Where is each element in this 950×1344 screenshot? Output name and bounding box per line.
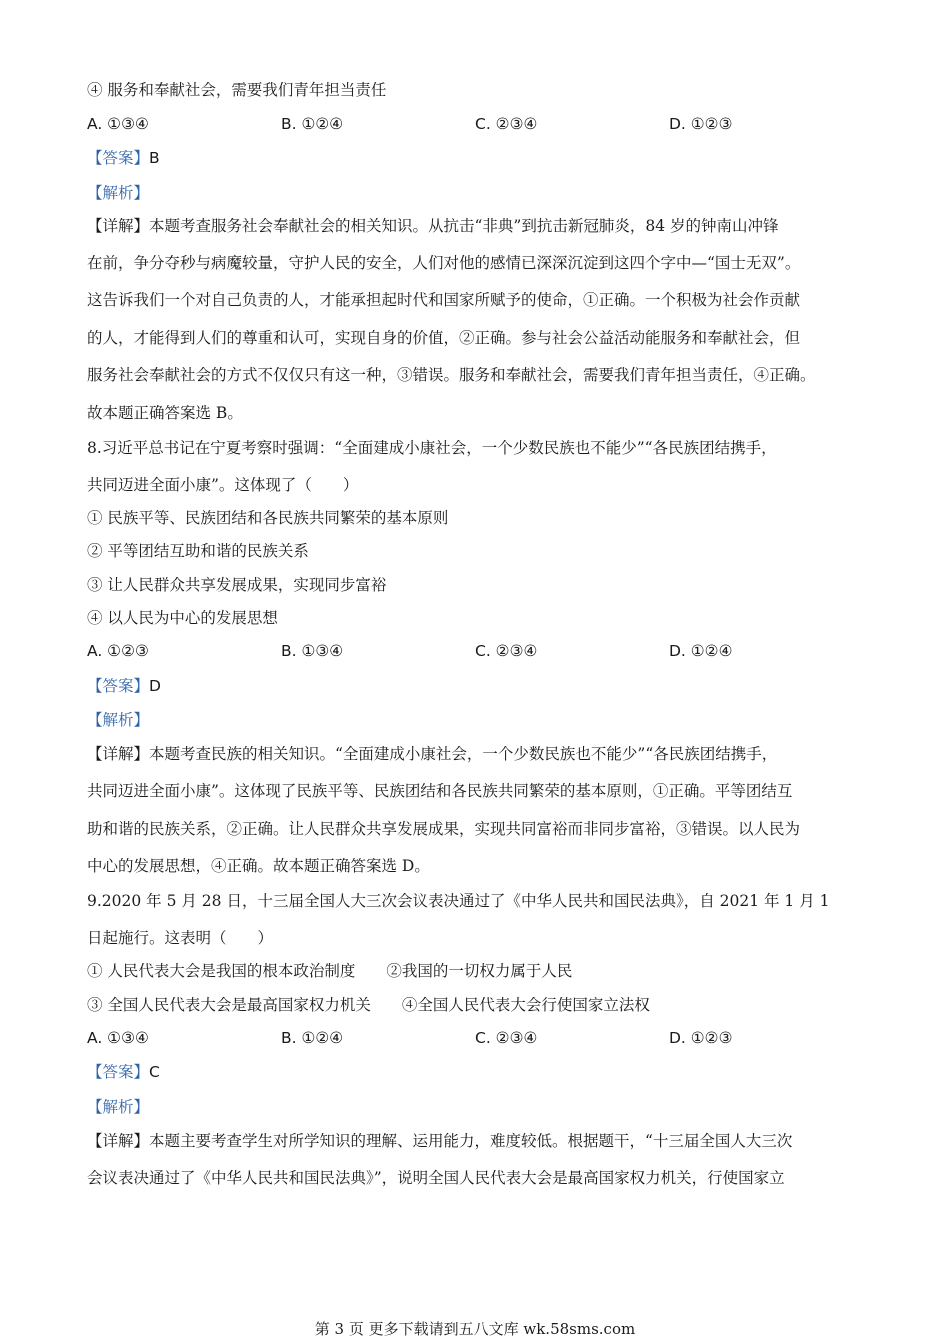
q7-choice-a: A. ①③④: [87, 115, 149, 133]
q8-answer: [87, 675, 890, 697]
q7-option-4: ④ 服务和奉献社会，需要我们青年担当责任: [87, 81, 387, 99]
q8-stem-line: 8.习近平总书记在宁夏考察时强调：“全面建成小康社会，一个少数民族也不能少”“各民族团结携手，: [87, 439, 777, 457]
q8-detail-line: 【详解】本题考查民族的相关知识。“全面建成小康社会，一个少数民族也不能少”“各民族团结携手，: [87, 745, 778, 763]
q8-analysis-label: 【解析】: [87, 711, 150, 729]
q8-detail-line: 共同迈进全面小康”。这体现了民族平等、民族团结和各民族共同繁荣的基本原则，①正确。平等团结互: [87, 782, 793, 800]
q7-detail-line: 故本题正确答案选 B。: [87, 404, 243, 422]
q9-choices: [87, 1027, 887, 1049]
q9-detail-line: 【详解】本题主要考查学生对所学知识的理解、运用能力，难度较低。根据题干，“十三届全国人大三次: [87, 1132, 793, 1150]
q8-choice-c: C. ②③④: [475, 642, 538, 660]
q7-answer: [87, 147, 890, 169]
q9-analysis-label: 【解析】: [87, 1098, 150, 1116]
q7-choice-b: B. ①②④: [281, 115, 344, 133]
q8-detail-line: 助和谐的民族关系，②正确。让人民群众共享发展成果，实现共同富裕而非同步富裕，③错误。以人民为: [87, 820, 801, 838]
answer-label: 【答案】: [87, 149, 150, 167]
answer-label: 【答案】: [87, 1063, 150, 1081]
q9-choice-a: A. ①③④: [87, 1029, 149, 1047]
q7-analysis-label: 【解析】: [87, 184, 150, 202]
q9-choice-b: B. ①②④: [281, 1029, 344, 1047]
q8-choices: [87, 640, 887, 662]
q7-choices: [87, 113, 887, 135]
q9-detail-line: 会议表决通过了《中华人民共和国民法典》”，说明全国人民代表大会是最高国家权力机关，行使国家立: [87, 1169, 785, 1187]
q7-detail-line: 这告诉我们一个对自己负责的人，才能承担起时代和国家所赋予的使命，①正确。一个积极为社会作贡献: [87, 291, 801, 309]
q9-stem-line: 日起施行。这表明（ ）: [87, 929, 274, 947]
q9-option-line: ① 人民代表大会是我国的根本政治制度 ②我国的一切权力属于人民: [87, 962, 573, 980]
answer-value: C: [149, 1063, 160, 1081]
q8-option-2: ② 平等团结互助和谐的民族关系: [87, 542, 309, 560]
q8-detail-line: 中心的发展思想，④正确。故本题正确答案选 D。: [87, 857, 430, 875]
q7-detail-line: 在前，争分夺秒与病魔较量，守护人民的安全，人们对他的感情已深深沉淀到这四个字中—“国士无双”。: [87, 254, 801, 272]
answer-value: B: [149, 149, 160, 167]
q9-choice-d: D. ①②③: [669, 1029, 733, 1047]
q8-stem-line: 共同迈进全面小康”。这体现了（ ）: [87, 476, 359, 494]
q9-choice-c: C. ②③④: [475, 1029, 538, 1047]
q8-choice-a: A. ①②③: [87, 642, 149, 660]
q8-choice-b: B. ①③④: [281, 642, 344, 660]
q8-option-3: ③ 让人民群众共享发展成果，实现同步富裕: [87, 576, 387, 594]
q7-detail-line: 【详解】本题考查服务社会奉献社会的相关知识。从抗击“非典”到抗击新冠肺炎，84 岁的钟南山冲锋: [87, 217, 779, 235]
answer-label: 【答案】: [87, 677, 150, 695]
q8-choice-d: D. ①②④: [669, 642, 733, 660]
q9-option-line: ③ 全国人民代表大会是最高国家权力机关 ④全国人民代表大会行使国家立法权: [87, 996, 650, 1014]
answer-value: D: [149, 677, 161, 695]
q8-option-4: ④ 以人民为中心的发展思想: [87, 609, 278, 627]
q9-stem-line: 9.2020 年 5 月 28 日，十三届全国人大三次会议表决通过了《中华人民共和国民法典》，自 2021 年 1 月 1: [87, 892, 830, 910]
q7-detail-line: 的人，才能得到人们的尊重和认可，实现自身的价值，②正确。参与社会公益活动能服务和奉献社会，但: [87, 329, 801, 347]
q7-choice-c: C. ②③④: [475, 115, 538, 133]
q9-answer: [87, 1061, 890, 1083]
page-footer: 第 3 页 更多下载请到五八文库 wk.58sms.com: [314, 1320, 636, 1338]
q7-detail-line: 服务社会奉献社会的方式不仅仅只有这一种，③错误。服务和奉献社会，需要我们青年担当责任，④正确。: [87, 366, 816, 384]
q7-choice-d: D. ①②③: [669, 115, 733, 133]
q8-option-1: ① 民族平等、民族团结和各民族共同繁荣的基本原则: [87, 509, 449, 527]
